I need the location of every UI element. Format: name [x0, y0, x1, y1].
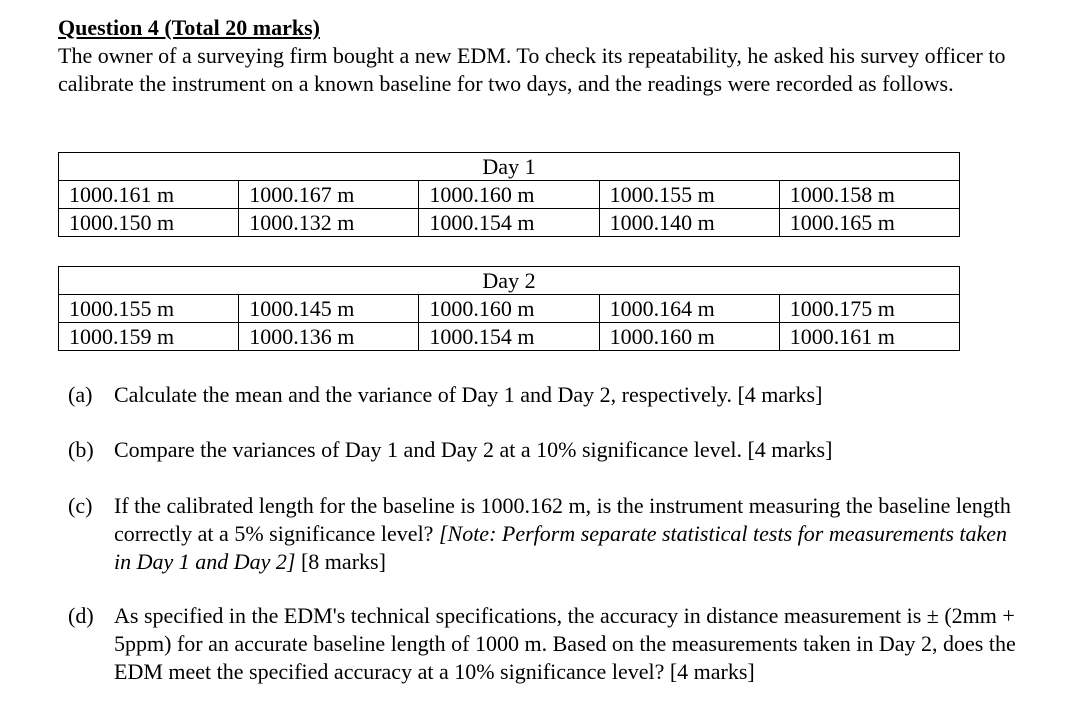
question-c — [68, 492, 1028, 576]
table-row — [59, 181, 960, 209]
question-b-label: (b) — [68, 437, 94, 462]
table-row — [59, 295, 960, 323]
question-b-text: Compare the variances of Day 1 and Day 2 at a 10% significance level. [4 marks] — [114, 437, 833, 462]
table-row — [59, 323, 960, 351]
table-cell: 1000.150 m — [59, 209, 239, 237]
table-cell: 1000.159 m — [59, 323, 239, 351]
day1-table — [58, 152, 960, 237]
question-a-text: Calculate the mean and the variance of Day 1 and Day 2, respectively. [4 marks] — [114, 382, 823, 407]
question-c-text: If the calibrated length for the baseline is 1000.162 m, is the instrument measuring the baseline length correctly at a 5% significance level? — [114, 493, 1011, 546]
table-cell: 1000.165 m — [779, 209, 959, 237]
table-cell: 1000.160 m — [599, 323, 779, 351]
table-cell: 1000.154 m — [419, 209, 599, 237]
question-c-body — [114, 492, 1028, 576]
day1-header: Day 1 — [59, 153, 960, 181]
table-cell: 1000.164 m — [599, 295, 779, 323]
question-d-text: As specified in the EDM's technical specifications, the accuracy in distance measurement is ± (2mm + 5ppm) for an accurate baseline length of 1000 m. Based on the measurements taken in Day 2, does the EDM meet the specified accuracy at a 10% significance level? [4 marks] — [114, 603, 1016, 684]
question-b — [68, 436, 1028, 464]
table-cell: 1000.132 m — [239, 209, 419, 237]
question-a — [68, 381, 1028, 409]
table-cell: 1000.158 m — [779, 181, 959, 209]
table-cell: 1000.160 m — [419, 181, 599, 209]
table-cell: 1000.140 m — [599, 209, 779, 237]
question-title: Question 4 (Total 20 marks) — [58, 15, 320, 40]
question-d — [68, 602, 1028, 686]
table-cell: 1000.167 m — [239, 181, 419, 209]
question-intro: The owner of a surveying firm bought a new EDM. To check its repeatability, he asked his survey officer to calibrate the instrument on a known baseline for two days, and the readings were recorded as follows. — [58, 43, 1006, 96]
table-cell: 1000.155 m — [59, 295, 239, 323]
day2-header: Day 2 — [59, 267, 960, 295]
table-cell: 1000.136 m — [239, 323, 419, 351]
question-c-note: [Note: Perform separate statistical tests for measurements taken in Day 1 and Day 2] — [114, 521, 1008, 574]
table-cell: 1000.175 m — [779, 295, 959, 323]
table-row — [59, 209, 960, 237]
question-d-label: (d) — [68, 603, 94, 628]
table-cell: 1000.160 m — [419, 295, 599, 323]
table-cell: 1000.161 m — [779, 323, 959, 351]
table-cell: 1000.154 m — [419, 323, 599, 351]
table-cell: 1000.155 m — [599, 181, 779, 209]
question-a-label: (a) — [68, 382, 93, 407]
day2-table — [58, 266, 960, 351]
question-c-marks: [8 marks] — [300, 549, 386, 574]
table-cell: 1000.161 m — [59, 181, 239, 209]
table-cell: 1000.145 m — [239, 295, 419, 323]
question-c-label: (c) — [68, 493, 93, 518]
